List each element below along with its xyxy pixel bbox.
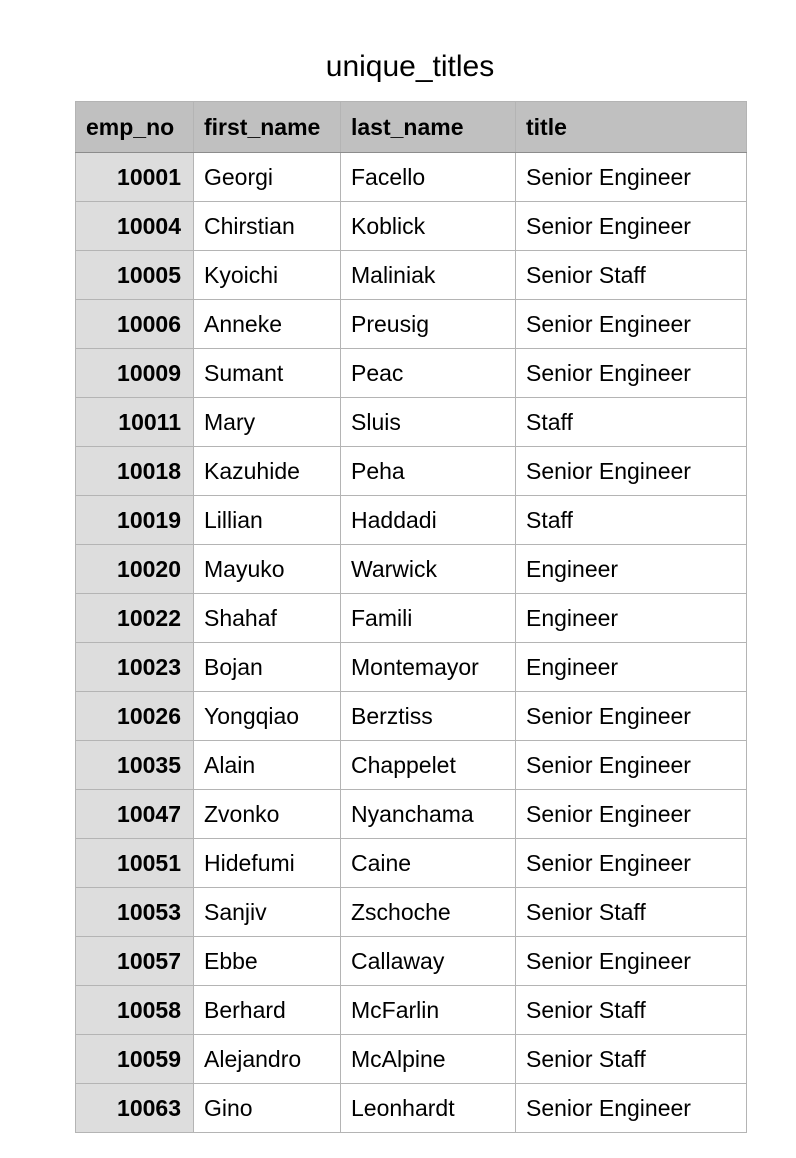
cell-last-name[interactable]: Chappelet (341, 741, 516, 790)
cell-first-name[interactable]: Berhard (194, 986, 341, 1035)
cell-title[interactable]: Engineer (516, 594, 747, 643)
cell-last-name[interactable]: Zschoche (341, 888, 516, 937)
table-row (76, 790, 747, 839)
cell-emp-no[interactable]: 10057 (76, 937, 194, 986)
cell-last-name[interactable]: Preusig (341, 300, 516, 349)
cell-title[interactable]: Senior Staff (516, 986, 747, 1035)
cell-last-name[interactable]: Warwick (341, 545, 516, 594)
cell-last-name[interactable]: Caine (341, 839, 516, 888)
cell-emp-no[interactable]: 10020 (76, 545, 194, 594)
cell-title[interactable]: Senior Engineer (516, 790, 747, 839)
cell-first-name[interactable]: Kazuhide (194, 447, 341, 496)
cell-last-name[interactable]: Facello (341, 153, 516, 202)
table-row (76, 937, 747, 986)
table-header (76, 102, 747, 153)
column-header-title[interactable]: title (516, 102, 747, 153)
sheet-title: unique_titles (325, 50, 495, 83)
header-row (76, 102, 747, 153)
cell-first-name[interactable]: Ebbe (194, 937, 341, 986)
cell-first-name[interactable]: Gino (194, 1084, 341, 1133)
cell-emp-no[interactable]: 10059 (76, 1035, 194, 1084)
cell-last-name[interactable]: Leonhardt (341, 1084, 516, 1133)
table-row (76, 1084, 747, 1133)
cell-title[interactable]: Engineer (516, 545, 747, 594)
cell-last-name[interactable]: Peha (341, 447, 516, 496)
cell-title[interactable]: Senior Engineer (516, 300, 747, 349)
cell-first-name[interactable]: Bojan (194, 643, 341, 692)
cell-last-name[interactable]: Koblick (341, 202, 516, 251)
table-row (76, 1035, 747, 1084)
cell-emp-no[interactable]: 10063 (76, 1084, 194, 1133)
cell-emp-no[interactable]: 10026 (76, 692, 194, 741)
cell-emp-no[interactable]: 10023 (76, 643, 194, 692)
table-row (76, 153, 747, 202)
cell-title[interactable]: Senior Engineer (516, 153, 747, 202)
cell-first-name[interactable]: Mayuko (194, 545, 341, 594)
cell-emp-no[interactable]: 10019 (76, 496, 194, 545)
cell-last-name[interactable]: Haddadi (341, 496, 516, 545)
table-row (76, 839, 747, 888)
data-table (75, 101, 747, 1133)
cell-title[interactable]: Senior Engineer (516, 202, 747, 251)
cell-last-name[interactable]: McFarlin (341, 986, 516, 1035)
cell-emp-no[interactable]: 10018 (76, 447, 194, 496)
cell-first-name[interactable]: Alejandro (194, 1035, 341, 1084)
cell-title[interactable]: Senior Staff (516, 1035, 747, 1084)
cell-last-name[interactable]: Callaway (341, 937, 516, 986)
cell-last-name[interactable]: Sluis (341, 398, 516, 447)
cell-title[interactable]: Senior Engineer (516, 1084, 747, 1133)
cell-title[interactable]: Senior Engineer (516, 447, 747, 496)
cell-title[interactable]: Senior Engineer (516, 741, 747, 790)
cell-title[interactable]: Senior Staff (516, 251, 747, 300)
column-header-first-name[interactable]: first_name (194, 102, 341, 153)
cell-title[interactable]: Engineer (516, 643, 747, 692)
cell-emp-no[interactable]: 10047 (76, 790, 194, 839)
cell-title[interactable]: Staff (516, 496, 747, 545)
cell-emp-no[interactable]: 10022 (76, 594, 194, 643)
cell-last-name[interactable]: Montemayor (341, 643, 516, 692)
cell-title[interactable]: Senior Engineer (516, 349, 747, 398)
column-header-last-name[interactable]: last_name (341, 102, 516, 153)
cell-emp-no[interactable]: 10001 (76, 153, 194, 202)
cell-emp-no[interactable]: 10058 (76, 986, 194, 1035)
cell-emp-no[interactable]: 10009 (76, 349, 194, 398)
table-body (76, 153, 747, 1133)
table-container (75, 101, 747, 1133)
cell-first-name[interactable]: Lillian (194, 496, 341, 545)
table-row (76, 251, 747, 300)
cell-first-name[interactable]: Chirstian (194, 202, 341, 251)
table-row (76, 888, 747, 937)
cell-last-name[interactable]: McAlpine (341, 1035, 516, 1084)
table-row (76, 349, 747, 398)
table-row (76, 594, 747, 643)
table-row (76, 496, 747, 545)
table-row (76, 300, 747, 349)
cell-last-name[interactable]: Peac (341, 349, 516, 398)
cell-title[interactable]: Staff (516, 398, 747, 447)
cell-emp-no[interactable]: 10053 (76, 888, 194, 937)
cell-first-name[interactable]: Kyoichi (194, 251, 341, 300)
column-header-emp-no[interactable]: emp_no (76, 102, 194, 153)
cell-first-name[interactable]: Mary (194, 398, 341, 447)
cell-last-name[interactable]: Nyanchama (341, 790, 516, 839)
table-row (76, 545, 747, 594)
cell-last-name[interactable]: Berztiss (341, 692, 516, 741)
table-row (76, 447, 747, 496)
table-row (76, 643, 747, 692)
cell-last-name[interactable]: Maliniak (341, 251, 516, 300)
table-row (76, 398, 747, 447)
cell-emp-no[interactable]: 10006 (76, 300, 194, 349)
cell-first-name[interactable]: Georgi (194, 153, 341, 202)
cell-first-name[interactable]: Yongqiao (194, 692, 341, 741)
cell-emp-no[interactable]: 10011 (76, 398, 194, 447)
cell-title[interactable]: Senior Engineer (516, 937, 747, 986)
cell-first-name[interactable]: Hidefumi (194, 839, 341, 888)
cell-title[interactable]: Senior Engineer (516, 692, 747, 741)
cell-title[interactable]: Senior Engineer (516, 839, 747, 888)
cell-first-name[interactable]: Zvonko (194, 790, 341, 839)
cell-title[interactable]: Senior Staff (516, 888, 747, 937)
cell-emp-no[interactable]: 10035 (76, 741, 194, 790)
cell-emp-no[interactable]: 10004 (76, 202, 194, 251)
cell-first-name[interactable]: Anneke (194, 300, 341, 349)
cell-first-name[interactable]: Sanjiv (194, 888, 341, 937)
table-row (76, 741, 747, 790)
cell-emp-no[interactable]: 10005 (76, 251, 194, 300)
cell-last-name[interactable]: Famili (341, 594, 516, 643)
table-row (76, 986, 747, 1035)
cell-first-name[interactable]: Alain (194, 741, 341, 790)
cell-first-name[interactable]: Sumant (194, 349, 341, 398)
table-row (76, 692, 747, 741)
cell-first-name[interactable]: Shahaf (194, 594, 341, 643)
table-row (76, 202, 747, 251)
cell-emp-no[interactable]: 10051 (76, 839, 194, 888)
